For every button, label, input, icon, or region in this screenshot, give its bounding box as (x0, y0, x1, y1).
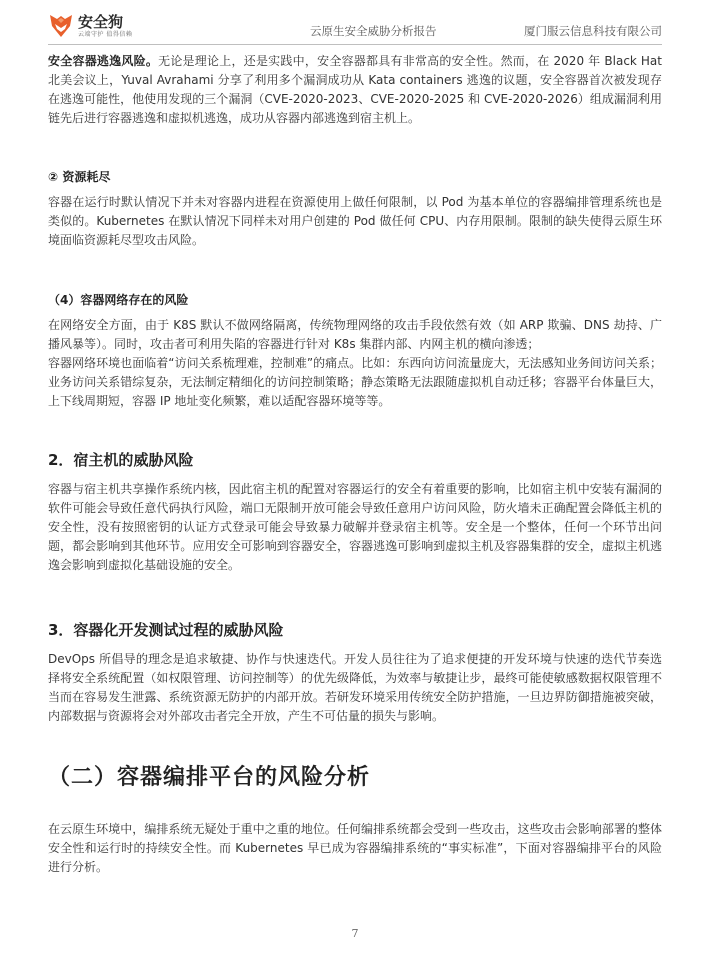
brand-logo (48, 10, 132, 42)
resource-exhaustion-paragraph: 容器在运行时默认情况下并未对容器内进程在资源使用上做任何限制，以 Pod 为基本单位的容器编排管理系统也是类似的。Kubernetes 在默认情况下同样未对用户创建的 Pod 做任何 CPU、内存用限制。限制的缺失使得云原生环境面临资源耗尽型攻击风险。 (48, 195, 662, 247)
resource-exhaustion-heading: ② 资源耗尽 (48, 170, 111, 184)
fox-logo-icon (48, 13, 74, 39)
network-risk-section (48, 291, 662, 308)
network-risk-paragraph-1: 在网络安全方面，由于 K8S 默认不做网络隔离，传统物理网络的攻击手段依然有效（如 ARP 欺骗、DNS 劫持、广播风暴等）。同时，攻击者可利用失陷的容器进行针对 K8s 集群内部、内网主机的横向渗透； (48, 318, 662, 351)
host-risk-heading: 2．宿主机的威胁风险 (48, 451, 194, 469)
logo-name: 安全狗 (78, 12, 124, 31)
logo-tagline: 云端守护 值得信赖 (78, 30, 133, 38)
company-name: 厦门服云信息科技有限公司 (524, 24, 662, 38)
devtest-risk-paragraph: DevOps 所倡导的理念是追求敏捷、协作与快速迭代。开发人员往往为了追求便捷的开发环境与快速的迭代节奏选择将安全系统配置（如权限管理、访问控制等）的优先级降低，为效率与敏捷让步，最终可能使敏感数据权限管理不当而在容易发生泄露、系统资源无防护的内部开放。若研发环境采用传统安全防护措施，一旦边界防御措施被突破，内部数据与资源将会对外部攻击者完全开放，产生不可估量的损失与影响。 (48, 652, 662, 723)
devtest-risk-section (48, 619, 662, 640)
host-risk-paragraph: 容器与宿主机共享操作系统内核，因此宿主机的配置对容器运行的安全有着重要的影响，比如宿主机中安装有漏洞的软件可能会导致任意代码执行风险，端口无限制开放可能会导致任意用户访问风险，防火墙未正确配置会降低主机的安全性，没有按照密钥的认证方式登录可能会导致暴力破解并登录宿主机等。安全是一个整体，任何一个环节出问题，都会影响到其他环节。应用安全可影响到容器安全，容器逃逸可影响到虚拟主机及容器集群的安全，虚拟主机逃逸会影响到虚拟化基础设施的安全。 (48, 482, 662, 572)
escape-risk-paragraph (48, 52, 662, 128)
network-risk-paragraph-2: 容器网络环境也面临着“访问关系梳理难，控制难”的痛点。比如：东西向访问流量庞大，无法感知业务间访问关系；业务访问关系错综复杂，无法制定精细化的访问控制策略；静态策略无法跟随虚拟机自动迁移；容器平台体量巨大，上下线周期短，容器 IP 地址变化频繁，难以适配容器环境等等。 (48, 356, 662, 408)
host-risk-section (48, 449, 662, 470)
escape-risk-lead: 安全容器逃逸风险。 (48, 54, 159, 68)
escape-risk-section (48, 52, 662, 128)
page-header (48, 8, 662, 45)
network-risk-heading: （4）容器网络存在的风险 (48, 293, 189, 307)
orchestration-risk-paragraph: 在云原生环境中，编排系统无疑处于重中之重的地位。任何编排系统都会受到一些攻击，这些攻击会影响部署的整体安全性和运行时的持续安全性。而 Kubernetes 早已成为容器编排系统的“事实标准”，下面对容器编排平台的风险进行分析。 (48, 822, 662, 874)
orchestration-risk-heading: （二）容器编排平台的风险分析 (48, 765, 371, 790)
resource-exhaustion-section (48, 168, 662, 185)
orchestration-risk-section (48, 760, 662, 791)
devtest-risk-heading: 3．容器化开发测试过程的威胁风险 (48, 621, 284, 639)
escape-risk-text: 无论是理论上，还是实践中，安全容器都具有非常高的安全性。然而，在 2020 年 Black Hat 北美会议上，Yuval Avrahami 分享了利用多个漏洞成功从 Kata containers 逃逸的议题，安全容器首次被发现存在逃逸可能性，他使用发现的三个漏洞（CVE-2020-2023、CVE-2020-2025 和 CVE-2020-2026）组成漏洞利用链先后进行容器逃逸和虚拟机逃逸，成功从容器内部逃逸到宿主机上。 (48, 54, 662, 125)
report-title: 云原生安全威胁分析报告 (310, 24, 437, 38)
page-number: 7 (351, 927, 359, 940)
